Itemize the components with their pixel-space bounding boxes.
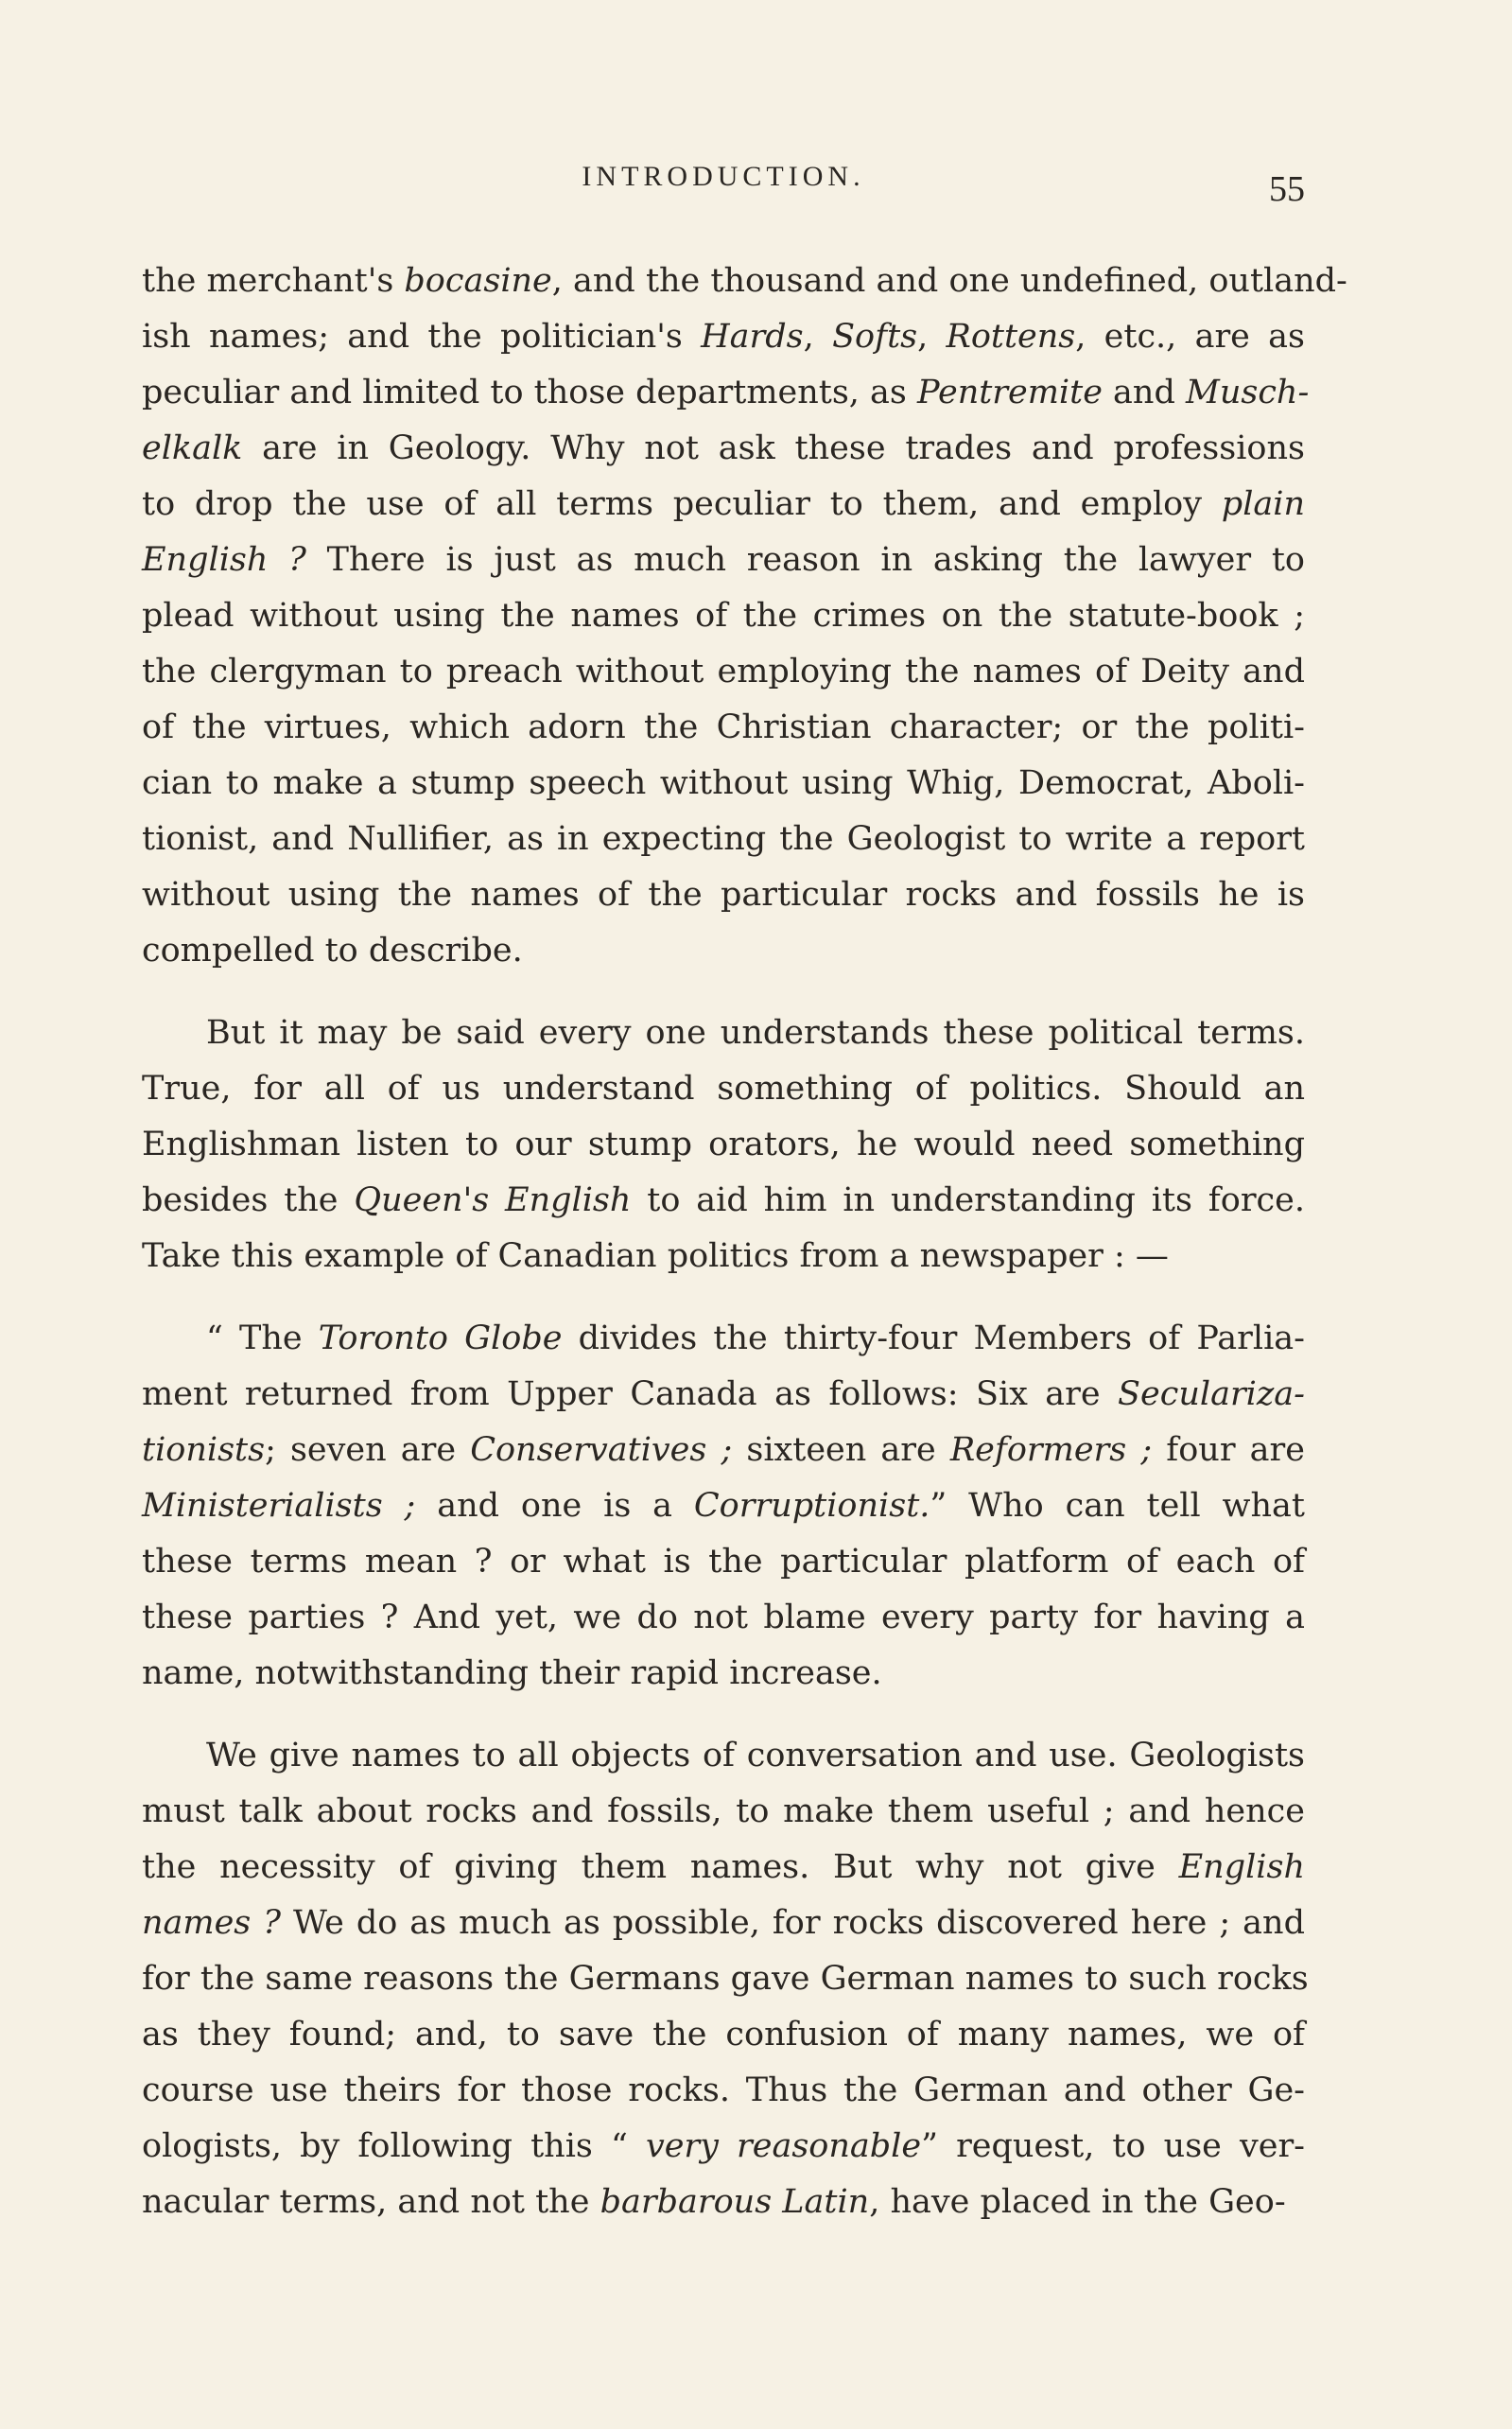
text-line [142,1367,1305,1423]
text-run: divides the thirty-four Members of Parlia- [562,1319,1305,1357]
text-run: We do as much as possible, for rocks discovered here ; and [281,1904,1305,1942]
page-number: 55 [1269,169,1305,209]
text-run: of the virtues, which adorn the Christian character; or the politi- [142,708,1305,746]
text-line [142,644,1305,700]
text-line [142,1951,1309,2007]
italic-run: plain [1221,485,1305,523]
text-run: tionist, and Nullifier, as in expecting the Geologist to write a report [142,820,1305,858]
text-line [142,421,1305,477]
text-line [142,1840,1305,1896]
text-line [142,1229,1305,1284]
text-run: the merchant's [142,262,405,300]
text-run: , and the thousand and one undefined, outland- [551,262,1347,300]
italic-run: names ? [142,1904,282,1942]
text-line [142,923,1305,979]
running-head [142,157,1305,214]
text-run: , have placed in the Geo- [869,2183,1286,2221]
italic-run: Ministerialists ; [142,1487,416,1525]
italic-run: bocasine [404,262,552,300]
italic-run: elkalk [142,429,243,467]
paragraph [142,1311,1305,1702]
text-line [142,812,1305,867]
paragraph [142,1005,1305,1284]
text-run: ish names; and the politician's [142,318,702,356]
text-line [142,1005,1305,1061]
text-run: must talk about rocks and fossils, to make them useful ; and hence [142,1792,1305,1830]
text-run: True, for all of us understand something of politics. Should an [142,1070,1305,1108]
italic-run: Queen's English [354,1181,632,1219]
text-line [142,2119,1305,2175]
italic-run: barbarous Latin [600,2183,870,2221]
paragraph [142,253,1347,979]
text-line [142,365,1310,421]
text-run: compelled to describe. [142,932,523,970]
text-line [142,1646,1305,1702]
text-run: the clergyman to preach without employing the names of Deity and [142,653,1305,690]
italic-run: Reformers ; [949,1431,1153,1469]
paragraph [142,1728,1309,2230]
text-line [142,1534,1305,1590]
text-line [142,1784,1305,1840]
text-line [142,1311,1305,1367]
italic-run: Seculariza- [1118,1375,1305,1413]
paragraph-gap [142,1284,1305,1311]
text-run: for the same reasons the Germans gave German names to such rocks [142,1960,1309,1998]
text-run: Take this example of Canadian politics from a newspaper : — [142,1237,1169,1275]
text-run: ment returned from Upper Canada as follows: Six are [142,1375,1119,1413]
text-run: and one is a [415,1487,694,1525]
text-run: , [917,318,947,356]
text-run: nacular terms, and not the [142,2183,600,2221]
text-run: sixteen are [732,1431,950,1469]
text-run: four are [1152,1431,1305,1469]
text-line [142,867,1305,923]
chapter-title: INTRODUCTION. [582,161,865,192]
text-line [142,1590,1305,1646]
text-run: and [1102,374,1186,411]
text-run: We give names to all objects of conversation and use. Geologists [206,1737,1305,1774]
text-run: ; seven are [265,1431,471,1469]
text-line [142,1173,1305,1229]
italic-run: English ? [142,541,306,579]
italic-run: Corruptionist. [693,1487,930,1525]
italic-run: Softs [832,318,918,356]
italic-run: Pentremite [917,374,1103,411]
italic-run: Rottens [946,318,1076,356]
paragraph-gap [142,1702,1305,1728]
text-line [142,533,1305,588]
text-line [142,309,1305,365]
text-run: are in Geology. Why not ask these trades and professions [242,429,1305,467]
text-run: besides the [142,1181,355,1219]
paragraph-gap [142,979,1305,1005]
text-line [142,1478,1305,1534]
text-line [142,1728,1305,1784]
text-run: name, notwithstanding their rapid increase. [142,1654,882,1692]
text-line [142,1061,1305,1117]
text-run: Englishman listen to our stump orators, he would need something [142,1126,1305,1163]
text-run: to aid him in understanding its force. [631,1181,1305,1219]
text-run: plead without using the names of the crimes on the statute-book ; [142,597,1305,635]
body-text [142,253,1347,2230]
italic-run: very reasonable [645,2127,922,2165]
text-run: ” request, to use ver- [921,2127,1306,2165]
text-line [142,477,1305,533]
italic-run: Musch- [1185,374,1310,411]
italic-run: Toronto Globe [318,1319,563,1357]
text-line [142,2007,1305,2063]
text-line [142,1117,1305,1173]
text-run: the necessity of giving them names. But why not give [142,1848,1179,1886]
text-run: cian to make a stump speech without using Whig, Democrat, Aboli- [142,764,1305,802]
text-run: to drop the use of all terms peculiar to them, and employ [142,485,1222,523]
text-run: ologists, by following this “ [142,2127,646,2165]
text-run: , etc., are as [1075,318,1305,356]
text-run: as they found; and, to save the confusion of many names, we of [142,2016,1305,2053]
text-run: these terms mean ? or what is the particular platform of each of [142,1543,1305,1581]
text-run: “ The [206,1319,319,1357]
text-line [142,756,1305,812]
text-line [142,588,1305,644]
text-run: peculiar and limited to those departments, as [142,374,917,411]
text-line [142,700,1305,756]
text-run: , [803,318,833,356]
text-line [142,1896,1305,1951]
italic-run: tionists [142,1431,266,1469]
text-run: ” Who can tell what [930,1487,1305,1525]
text-run: course use theirs for those rocks. Thus the German and other Ge- [142,2071,1305,2109]
text-line [142,1423,1305,1478]
italic-run: Conservatives ; [470,1431,733,1469]
text-line [142,2175,1305,2230]
text-run: without using the names of the particular rocks and fossils he is [142,876,1305,914]
text-run: But it may be said every one understands these political terms. [206,1014,1305,1052]
text-run: these parties ? And yet, we do not blame every party for having a [142,1599,1305,1636]
text-run: There is just as much reason in asking the lawyer to [305,541,1305,579]
text-line [142,2063,1305,2119]
italic-run: English [1178,1848,1305,1886]
text-line [142,253,1347,309]
italic-run: Hards [701,318,804,356]
